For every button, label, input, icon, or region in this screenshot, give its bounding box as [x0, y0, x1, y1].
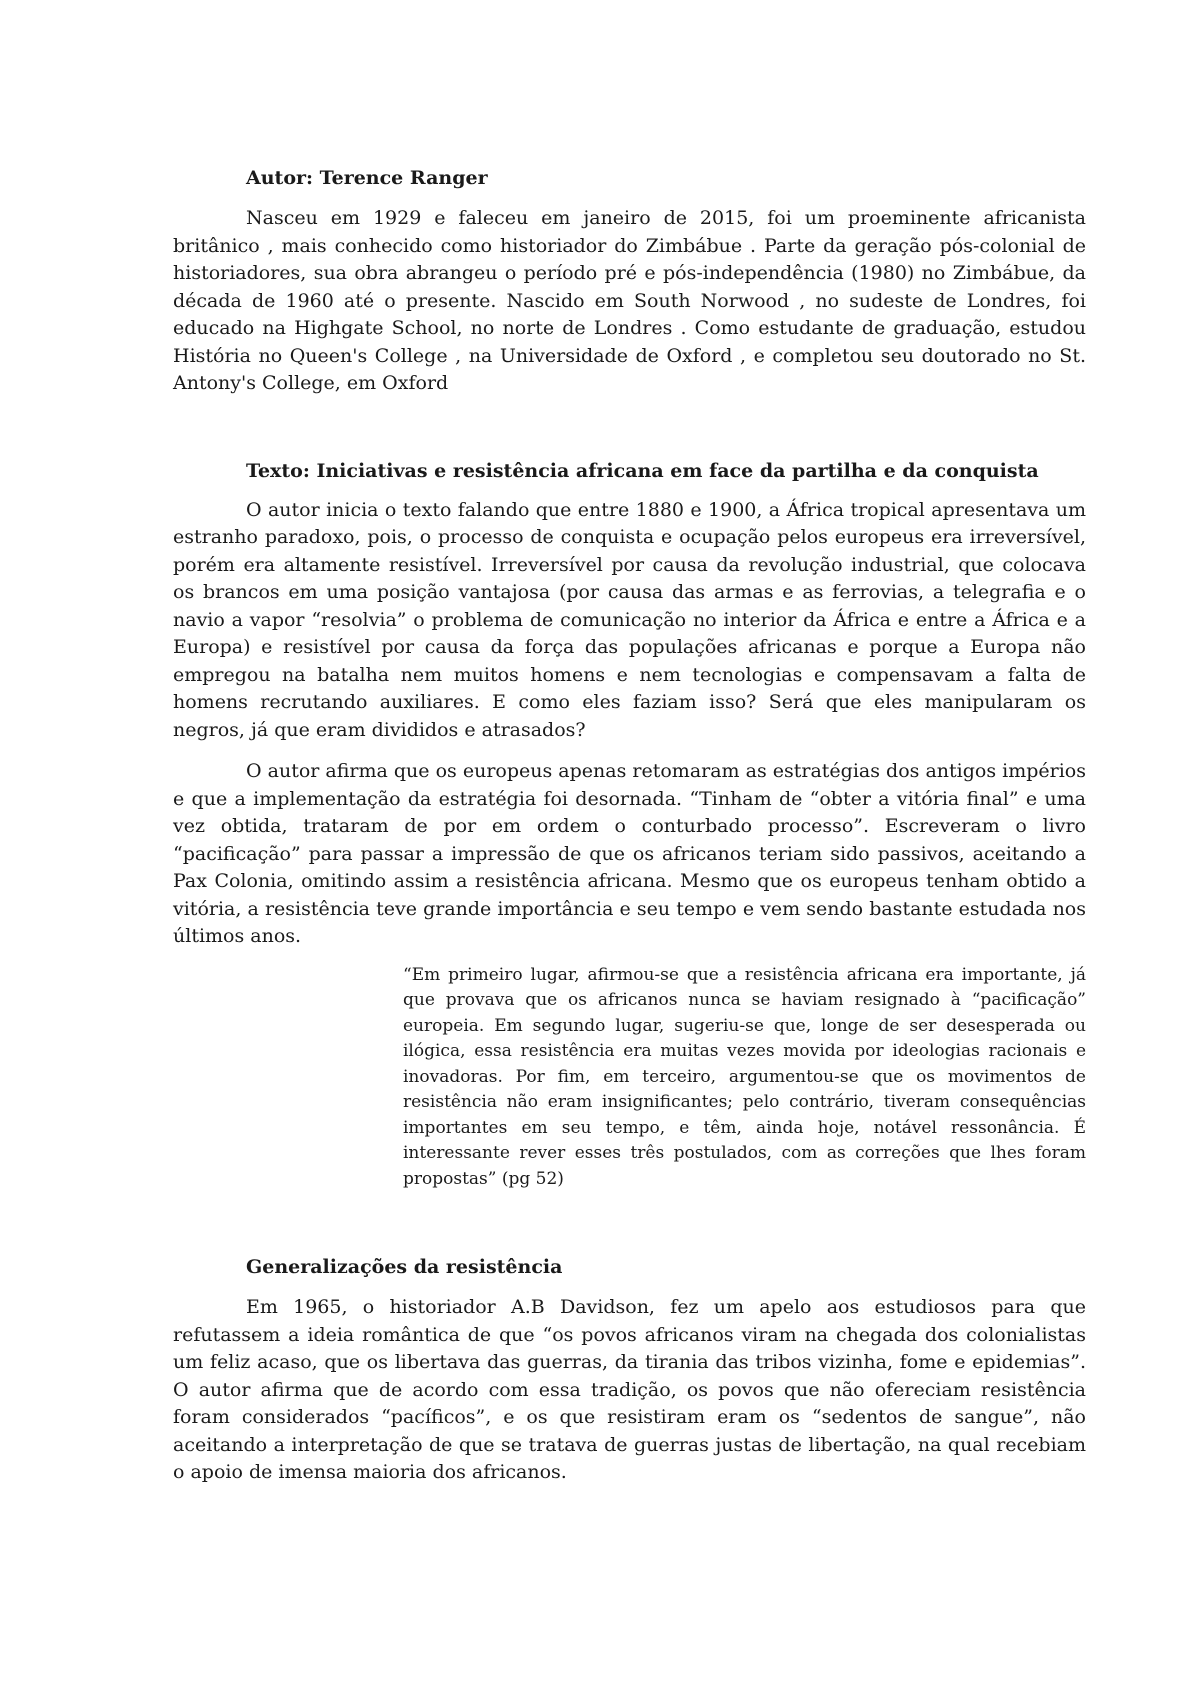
text-paragraph-2: O autor afirma que os europeus apenas retomaram as estratégias dos antigos impérios e que a implementação da estratégia foi desornada. “Tinham de “obter a vitória final” e uma vez obtida, trataram de por em ordem o conturbado processo”. Escreveram o livro “pacificação” para passar a impressão de que os africanos teriam sido passivos, aceitando a Pax Colonia, omitindo assim a resistência africana. Mesmo que os europeus tenham obtido a vitória, a resistência teve grande importância e seu tempo e vem sendo bastante estudada nos últimos anos.: [173, 760, 1086, 947]
text-paragraph-1: O autor inicia o texto falando que entre 1880 e 1900, a África tropical apresentava um estranho paradoxo, pois, o processo de conquista e ocupação pelos europeus era irreversível, porém era altamente resistível. Irreversível por causa da revolução industrial, que colocava os brancos em uma posição vantajosa (por causa das armas e as ferrovias, a telegrafia e o navio a vapor “resolvia” o problema de comunicação no interior da África e entre a África e a Europa) e resistível por causa da força das populações africanas e porque a Europa não empregou na batalha nem muitos homens e nem tecnologias e compensavam a falta de homens recrutando auxiliares. E como eles faziam isso? Será que eles manipularam os negros, já que eram divididos e atrasados?: [173, 498, 1086, 741]
document-body: [173, 165, 1086, 1487]
spacer: [173, 1192, 1086, 1254]
text-heading: Texto: Iniciativas e resistência africana em face da partilha e da conquista: [246, 459, 1039, 482]
generalizations-heading: Generalizações da resistência: [246, 1256, 563, 1278]
author-paragraph: Nasceu em 1929 e faleceu em janeiro de 2015, foi um proeminente africanista britânico , mais conhecido como historiador do Zimbábue . Parte da geração pós-colonial de historiadores, sua obra abrangeu o período pré e pós-independência (1980) no Zimbábue, da década de 1960 até o presente. Nascido em South Norwood , no sudeste de Londres, foi educado na Highgate School, no norte de Londres . Como estudante de graduação, estudou História no Queen's College , na Universidade de Oxford , e completou seu doutorado no St. Antony's College, em Oxford: [173, 207, 1086, 394]
block-quote: “Em primeiro lugar, afirmou-se que a resistência africana era importante, já que provava que os africanos nunca se haviam resignado à “pacificação” europeia. Em segundo lugar, sugeriu-se que, longe de ser desesperada ou ilógica, essa resistência era muitas vezes movida por ideologias racionais e inovadoras. Por fim, em terceiro, argumentou-se que os movimentos de resistência não eram insignificantes; pelo contrário, tiveram consequências importantes em seu tempo, e têm, ainda hoje, notável ressonância. É interessante rever esses três postulados, com as correções que lhes foram propostas” (pg 52): [403, 964, 1086, 1189]
spacer: [173, 744, 1086, 758]
author-heading: Autor: Terence Ranger: [246, 167, 488, 189]
generalizations-paragraph: Em 1965, o historiador A.B Davidson, fez um apelo aos estudiosos para que refutassem a ideia romântica de que “os povos africanos viram na chegada dos colonialistas um feliz acaso, que os libertava das guerras, da tirania das tribos vizinha, fome e epidemias”. O autor afirma que de acordo com essa tradição, os povos que não ofereciam resistência foram considerados “pacíficos”, e os que resistiram eram os “sedentos de sangue”, não aceitando a interpretação de que se tratava de guerras justas de libertação, na qual recebiam o apoio de imensa maioria dos africanos.: [173, 1296, 1086, 1483]
spacer: [173, 398, 1086, 458]
